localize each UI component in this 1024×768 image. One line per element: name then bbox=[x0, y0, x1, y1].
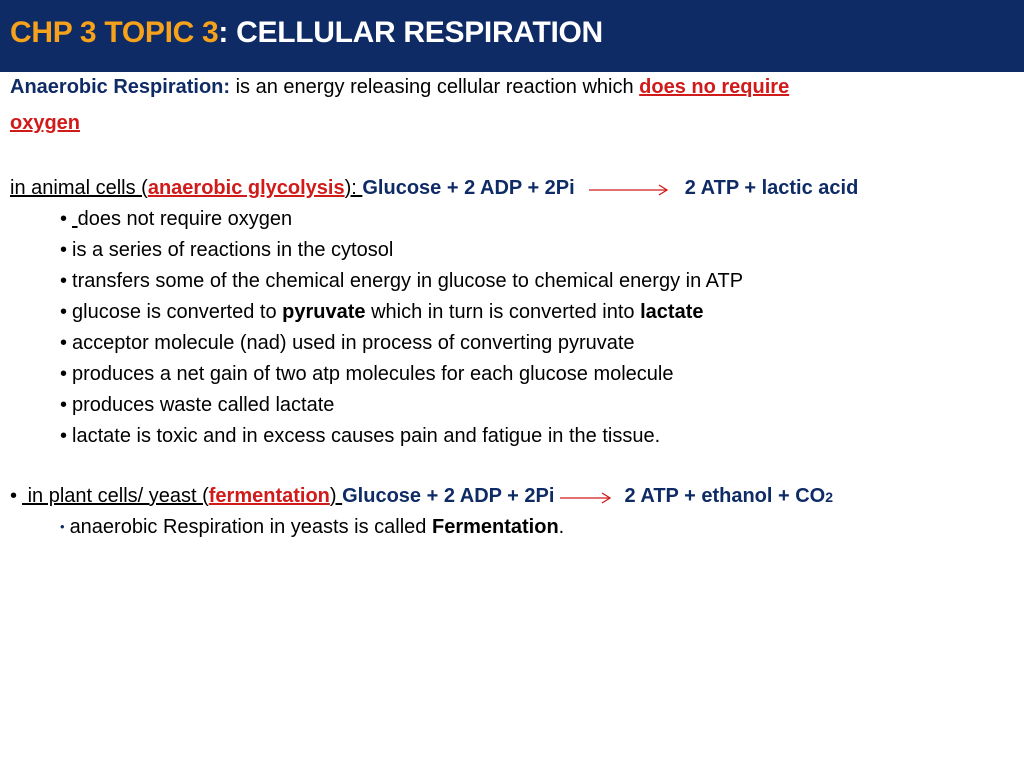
definition-line bbox=[10, 74, 789, 100]
title-bar bbox=[0, 0, 1024, 72]
fermentation-term: Fermentation bbox=[431, 516, 559, 538]
list-item bbox=[60, 268, 743, 294]
bullet-text: transfers some of the chemical energy in glucose to chemical energy in ATP bbox=[72, 270, 744, 292]
definition-emphasis-1: does no require bbox=[639, 76, 790, 98]
plant-products: 2 ATP + ethanol + CO bbox=[624, 485, 826, 507]
list-item bbox=[60, 299, 703, 325]
animal-process: anaerobic glycolysis bbox=[147, 177, 345, 199]
bullet-text: produces a net gain of two atp molecules for each glucose molecule bbox=[72, 363, 674, 385]
title-rest: : CELLULAR RESPIRATION bbox=[218, 16, 603, 49]
slide-title bbox=[10, 16, 603, 50]
animal-prefix: in animal cells ( bbox=[10, 177, 148, 199]
list-item bbox=[60, 392, 334, 418]
bullet-icon: • bbox=[10, 485, 18, 507]
bullet-icon: • bbox=[60, 425, 68, 447]
list-item bbox=[60, 330, 635, 356]
list-item bbox=[60, 237, 393, 263]
definition-emphasis-2: oxygen bbox=[10, 112, 81, 134]
bullet-text: lactate is toxic and in excess causes pain and fatigue in the tissue. bbox=[72, 425, 661, 447]
reaction-arrow-icon bbox=[554, 490, 624, 504]
sub-list-item bbox=[60, 514, 564, 540]
bullet-text: does not require oxygen bbox=[77, 208, 293, 230]
list-item bbox=[60, 361, 673, 387]
bullet-text: acceptor molecule (nad) used in process of converting pyruvate bbox=[72, 332, 635, 354]
title-accent: CHP 3 TOPIC 3 bbox=[10, 16, 219, 49]
bullet-text: produces waste called lactate bbox=[72, 394, 335, 416]
bullet-icon: • bbox=[60, 363, 68, 385]
bullet-text: glucose is converted to bbox=[72, 301, 283, 323]
plant-prefix: in plant cells/ yeast ( bbox=[22, 485, 209, 507]
definition-line-2 bbox=[10, 110, 80, 136]
animal-reactants: Glucose + 2 ADP + 2Pi bbox=[362, 177, 575, 199]
bullet-icon: • bbox=[60, 239, 68, 261]
plant-process: fermentation bbox=[208, 485, 330, 507]
sub-bullet-text: anaerobic Respiration in yeasts is called bbox=[69, 516, 432, 538]
bullet-icon: • bbox=[60, 332, 68, 354]
list-item bbox=[60, 206, 292, 232]
plant-suffix: ) bbox=[329, 485, 343, 507]
definition-text: is an energy releasing cellular reaction which bbox=[230, 76, 640, 98]
bullet-text: is a series of reactions in the cytosol bbox=[72, 239, 394, 261]
co2-subscript: 2 bbox=[825, 489, 834, 505]
plant-reactants: Glucose + 2 ADP + 2Pi bbox=[342, 485, 555, 507]
bullet-icon: • bbox=[60, 208, 68, 230]
pyruvate-term: pyruvate bbox=[282, 301, 366, 323]
bullet-icon: • bbox=[60, 270, 68, 292]
reaction-arrow-icon bbox=[575, 182, 685, 196]
bullet-icon: • bbox=[60, 519, 65, 534]
plant-equation-line bbox=[10, 483, 833, 510]
list-item bbox=[60, 423, 660, 449]
animal-products: 2 ATP + lactic acid bbox=[684, 177, 859, 199]
bullet-icon: • bbox=[60, 394, 68, 416]
animal-equation-line bbox=[10, 175, 858, 201]
sub-bullet-end: . bbox=[558, 516, 565, 538]
bullet-icon: • bbox=[60, 301, 68, 323]
bullet-mid-text: which in turn is converted into bbox=[365, 301, 641, 323]
definition-term: Anaerobic Respiration: bbox=[10, 76, 231, 98]
lactate-term: lactate bbox=[640, 301, 704, 323]
animal-suffix: ): bbox=[344, 177, 363, 199]
